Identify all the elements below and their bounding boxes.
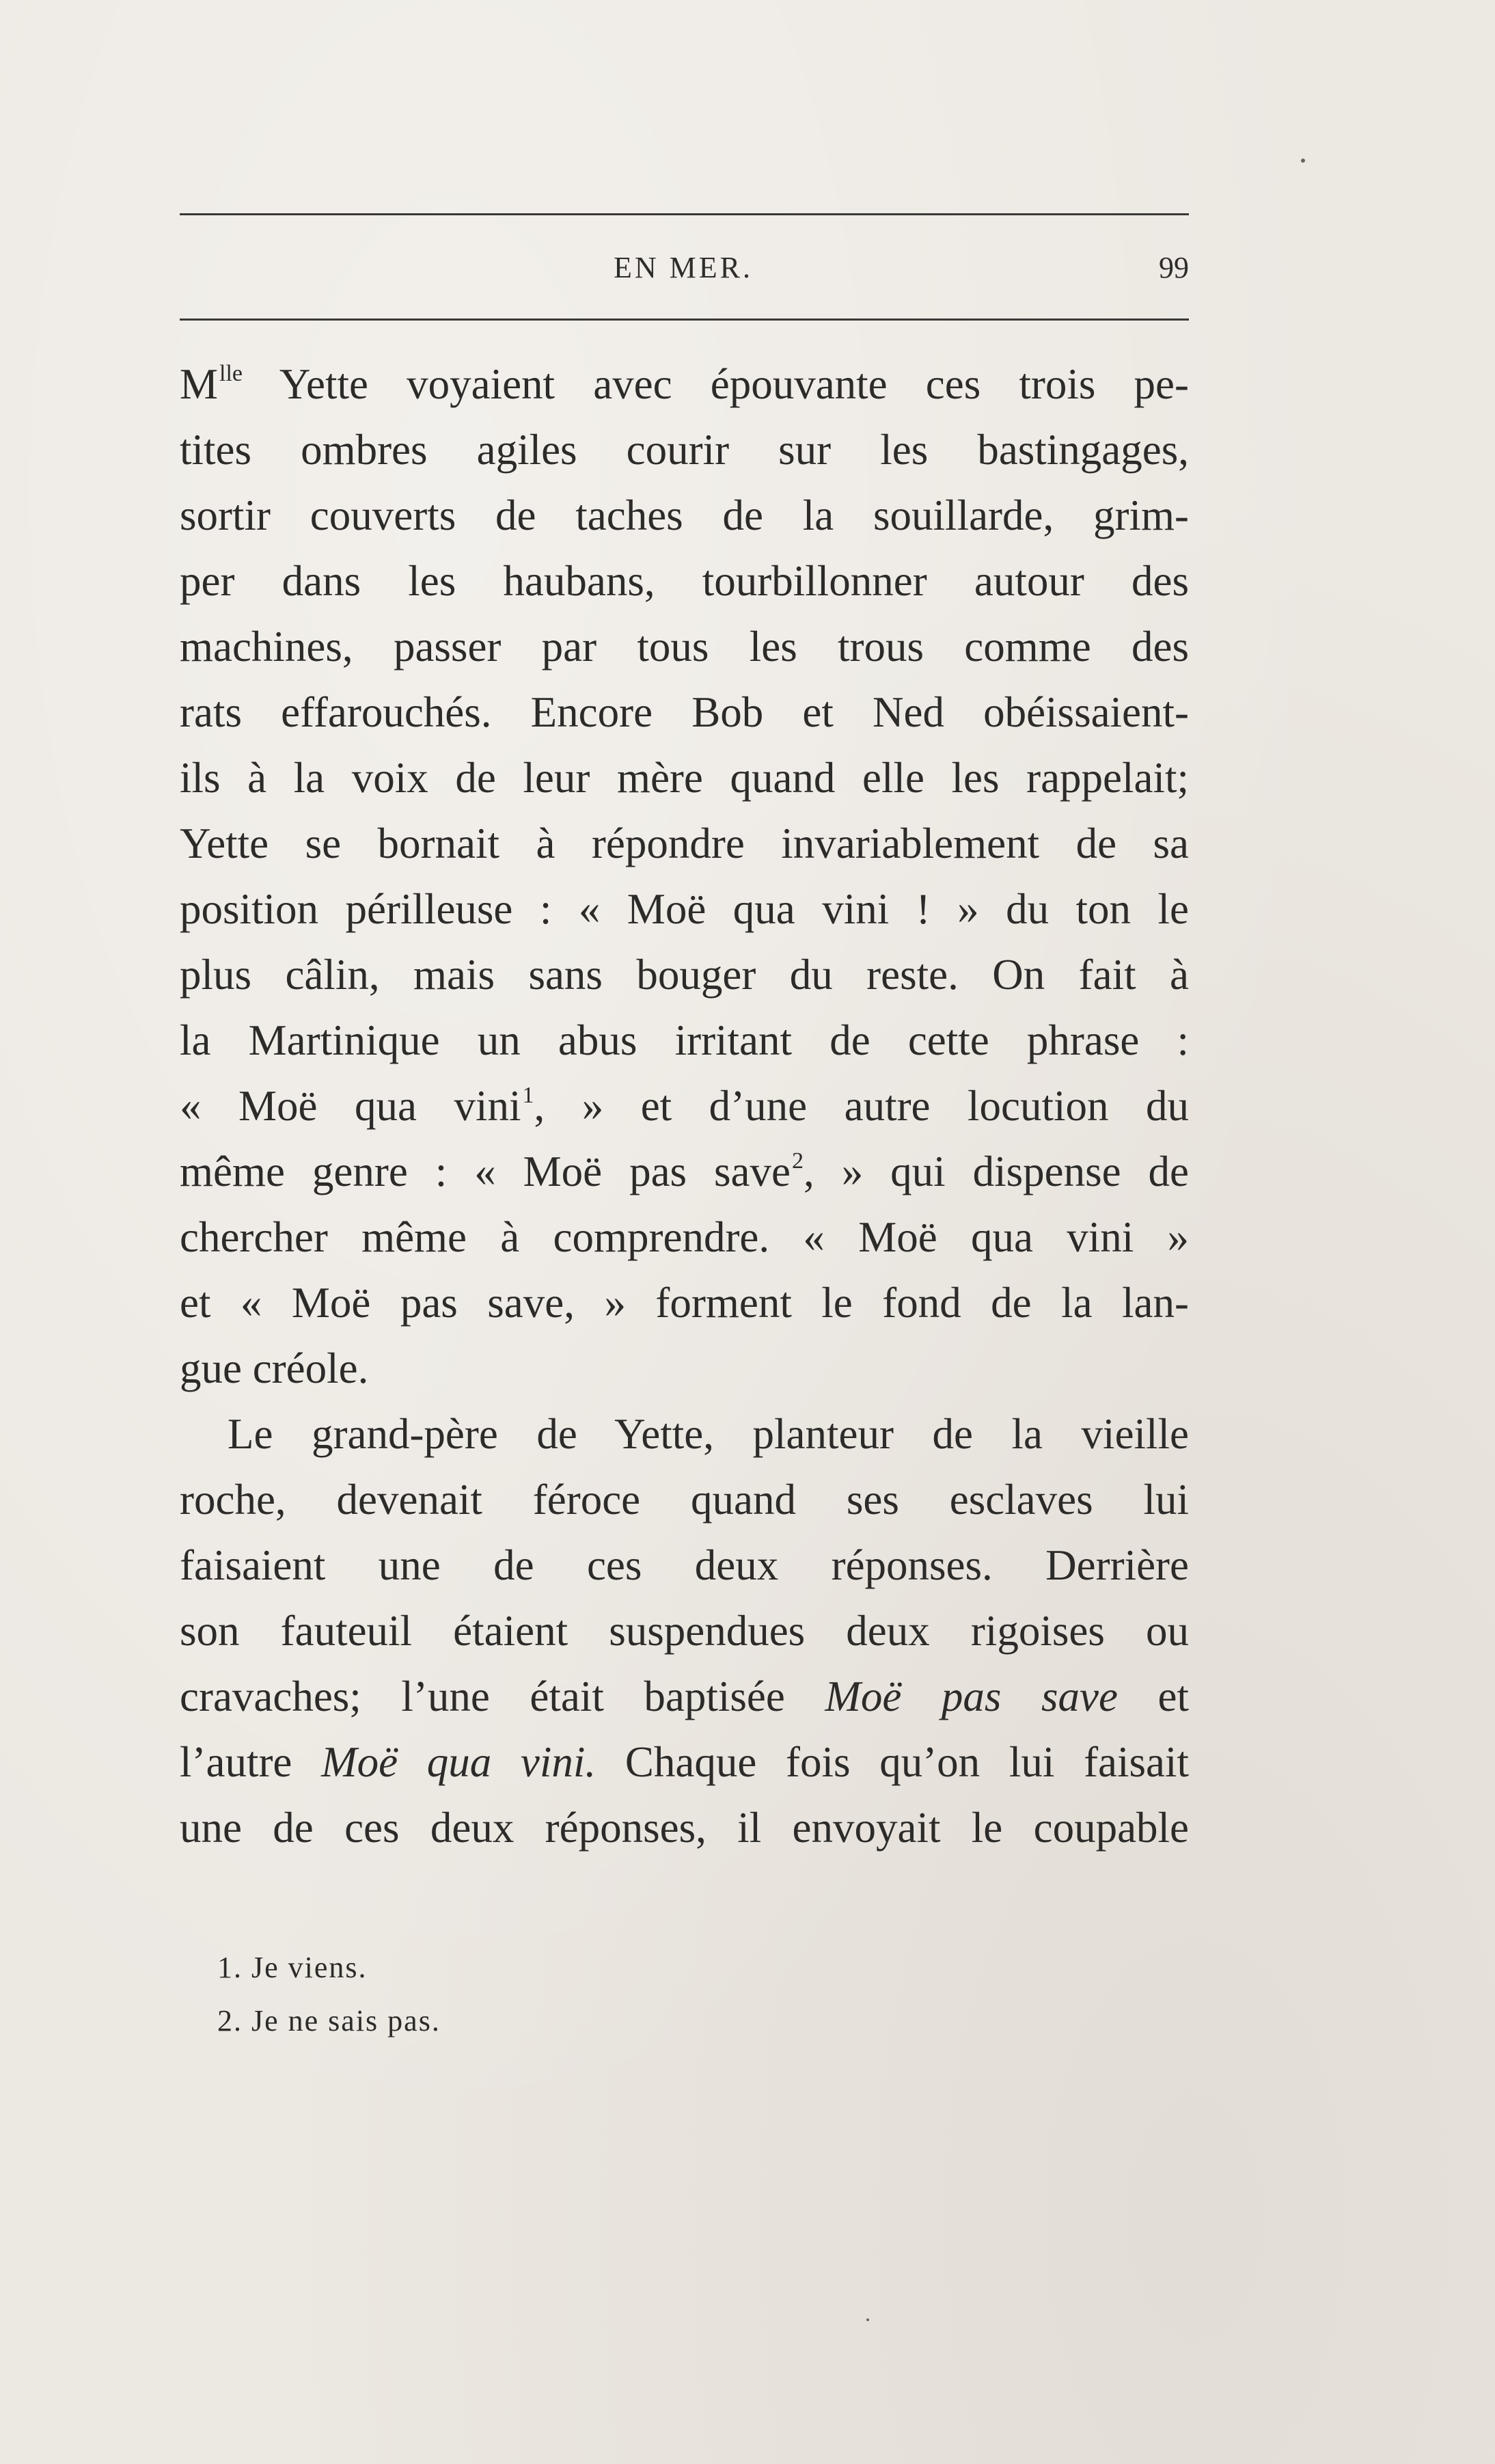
footnote-2: 2. Je ne sais pas. bbox=[217, 2004, 441, 2037]
text-line: Le grand-père de Yette, planteur de la vieille bbox=[228, 1410, 1189, 1458]
page-number: 99 bbox=[1159, 251, 1189, 284]
footnote-ref: 2 bbox=[791, 1148, 804, 1174]
header-bottom-rule bbox=[180, 319, 1189, 321]
text-line: machines, passer par tous les trous comme des bbox=[180, 623, 1189, 671]
text-line: faisaient une de ces deux réponses. Derrière bbox=[180, 1541, 1189, 1589]
footnote-1: 1. Je viens. bbox=[217, 1951, 368, 1984]
text-line: une de ces deux réponses, il envoyait le coupable bbox=[180, 1804, 1189, 1852]
text-line: « Moë qua vini$^1$, » et d’une autre locution du bbox=[180, 1082, 1189, 1130]
italic-phrase: Moë pas save bbox=[825, 1673, 1118, 1720]
text-line: gue créole. bbox=[180, 1344, 369, 1392]
text-line: Yette se bornait à répondre invariablement de sa bbox=[180, 820, 1189, 867]
paper-speck bbox=[866, 2318, 869, 2321]
header-top-rule bbox=[180, 213, 1189, 215]
text-line: rats effarouchés. Encore Bob et Ned obéissaient- bbox=[180, 688, 1189, 736]
text-line: sortir couverts de taches de la souillarde, grim- bbox=[180, 491, 1189, 539]
footnote-ref: 1 bbox=[522, 1083, 534, 1108]
text-line: tites ombres agiles courir sur les bastingages, bbox=[180, 426, 1189, 474]
running-title: EN MER. bbox=[614, 251, 753, 284]
text-line: ils à la voix de leur mère quand elle les rappelait; bbox=[180, 754, 1189, 802]
text-line: position périlleuse : « Moë qua vini ! » du ton le bbox=[180, 885, 1189, 933]
italic-phrase: Moë qua vini. bbox=[321, 1738, 596, 1786]
text-line: son fauteuil étaient suspendues deux rigoises ou bbox=[180, 1607, 1189, 1655]
text-line: roche, devenait féroce quand ses esclaves lui bbox=[180, 1476, 1189, 1524]
text-line: $M^{lle}$ Yette voyaient avec épouvante ces trois pe- bbox=[180, 360, 1189, 408]
text-line: plus câlin, mais sans bouger du reste. On fait à bbox=[180, 951, 1189, 999]
text-line: chercher même à comprendre. « Moë qua vini » bbox=[180, 1213, 1189, 1261]
paper-speck bbox=[1301, 159, 1305, 163]
text-line: l’autre Moë qua vini. Chaque fois qu’on lui faisait bbox=[180, 1738, 1189, 1786]
superscript: lle bbox=[219, 361, 243, 386]
text-line: la Martinique un abus irritant de cette phrase : bbox=[180, 1016, 1189, 1064]
text-line: per dans les haubans, tourbillonner autour des bbox=[180, 557, 1189, 605]
text-line: et « Moë pas save, » forment le fond de la lan- bbox=[180, 1279, 1189, 1327]
text-line: même genre : « Moë pas save$^2$, » qui dispense de bbox=[180, 1148, 1189, 1195]
text-line: cravaches; l’une était baptisée Moë pas save et bbox=[180, 1673, 1190, 1720]
